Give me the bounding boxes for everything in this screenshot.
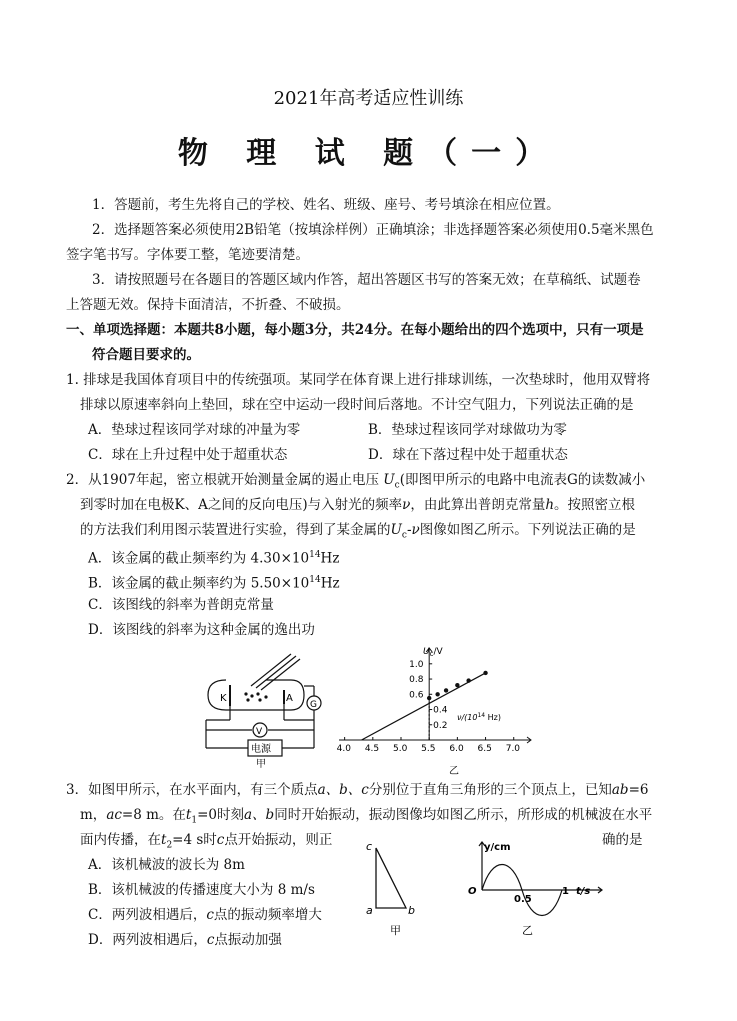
label-v: V [256, 727, 263, 737]
q2-option-a: A．该金属的截止频率约为 $4.30\times 10^{14}Hz$ [88, 550, 340, 567]
caption-jia-2: 甲 [390, 924, 401, 937]
q3-stem-3: 面内传播，在$t_2=4$ s时c点开始振动，则正 [80, 832, 333, 851]
chart-point-4 [466, 678, 470, 682]
q1-option-a: A．垫球过程该同学对球的冲量为零 [88, 422, 301, 438]
y-tick-label-0: 0.2 [433, 720, 448, 731]
exam-subject-title: 物 理 试 题（一） [177, 136, 560, 171]
vertex-a: a [366, 904, 373, 917]
y-tick-label-3: 0.8 [409, 675, 424, 686]
x-tick-label-3: 5.5 [421, 744, 436, 754]
q3-stem-2: m，ac=8 m。在$t_1=0$时刻a、b同时开始振动，振动图像均如图乙所示，所形成的机械波在水平 [80, 807, 653, 826]
chart-point-1 [435, 692, 439, 696]
q3-option-b: B．该机械波的传播速度大小为 8 m/s [88, 882, 315, 898]
uc-frequency-chart [325, 644, 535, 776]
q1-option-d: D．球在下落过程中处于超重状态 [368, 447, 568, 463]
caption-yi-2: 乙 [522, 924, 533, 937]
label-g: G [310, 700, 317, 710]
x-tick-label-2: 5.0 [393, 744, 408, 754]
vibration-graph-yi [462, 838, 612, 938]
electrons-icon [244, 692, 267, 701]
triangle-diagram-jia [362, 838, 434, 938]
x-tick-label-6: 7.0 [505, 744, 521, 754]
chart-fit-line [362, 673, 486, 740]
chart-point-2 [444, 688, 448, 692]
section-heading-cont: 符合题目要求的。 [92, 347, 200, 363]
graph-tick-one: 1 [562, 886, 569, 897]
x-tick-label-1: 4.5 [364, 744, 380, 754]
caption-jia: 甲 [256, 759, 266, 768]
label-a: A [286, 693, 293, 704]
x-tick-label-4: 6.0 [449, 744, 464, 754]
q3-stem-3-end: 确的是 [602, 832, 643, 848]
y-tick-label-2: 0.6 [409, 690, 424, 701]
q3-option-d: D．两列波相遇后，c点振动加强 [88, 932, 282, 948]
q2-option-c: C．该图线的斜率为普朗克常量 [88, 597, 274, 613]
q3-option-a: A．该机械波的波长为 8m [88, 857, 245, 873]
note-3b: 上答题无效。保持卡面清洁，不折叠、不破损。 [66, 297, 350, 313]
q1-stem-1: 1. 排球是我国体育项目中的传统强项。某同学在体育课上进行排球训练，一次垫球时，他用双臂将 [66, 372, 651, 388]
q2-option-b: B．该金属的截止频率约为 $5.50\times 10^{14}Hz$ [88, 575, 340, 592]
vertex-c: c [366, 840, 373, 853]
chart-point-0 [427, 696, 431, 700]
chart-point-5 [483, 671, 487, 675]
note-2a: 2．选择题答案必须使用2B铅笔（按填涂样例）正确填涂；非选择题答案必须使用0.5毫米黑色 [92, 222, 654, 238]
x-tick-label-5: 6.5 [477, 744, 492, 754]
chart-ylabel: $U_c/V$ [423, 647, 443, 658]
y-tick-label-1: 0.4 [433, 705, 448, 716]
chart-point-3 [455, 683, 459, 687]
note-1: 1．答题前，考生先将自己的学校、姓名、班级、座号、考号填涂在相应位置。 [92, 197, 560, 213]
q3-option-c: C．两列波相遇后，c点的振动频率增大 [88, 907, 322, 923]
q2-stem-1: 2．从1907年起，密立根就开始测量金属的遏止电压 $U_c$(即图甲所示的电路中电流表G的读数减小 [66, 472, 646, 491]
exam-header-title: 2021年高考适应性训练 [273, 88, 464, 109]
graph-tlabel: t/s [576, 886, 591, 897]
q1-stem-2: 排球以原速率斜向上垫回，球在空中运动一段时间后落地。不计空气阻力，下列说法正确的是 [80, 397, 634, 413]
note-2b: 签字笔书写。字体要工整，笔迹要清楚。 [66, 247, 309, 263]
label-k: K [220, 693, 227, 704]
q2-option-d: D．该图线的斜率为这种金属的逸出功 [88, 622, 315, 638]
graph-origin: O [468, 886, 477, 897]
circuit-diagram-jia [196, 650, 332, 768]
q3-stem-1: 3．如图甲所示，在水平面内，有三个质点a、b、c分别位于直角三角形的三个顶点上，已知ab=6 [66, 782, 649, 798]
graph-tick-half: 0.5 [514, 894, 532, 905]
q2-stem-2: 到零时加在电极K、A之间的反向电压)与入射光的频率ν，由此算出普朗克常量h。按照密立根 [80, 497, 636, 513]
section-heading: 一、单项选择题：本题共8小题，每小题3分，共24分。在每小题给出的四个选项中，只有一项是 [66, 322, 644, 338]
q1-option-c: C．球在上升过程中处于超重状态 [88, 447, 288, 463]
label-power: 电源 [251, 744, 271, 755]
graph-ylabel: y/cm [484, 842, 511, 853]
caption-yi: 乙 [449, 766, 459, 776]
note-3a: 3．请按照题号在各题目的答题区域内作答，超出答题区书写的答案无效；在草稿纸、试题卷 [92, 272, 641, 288]
q2-stem-3: 的方法我们利用图示装置进行实验，得到了某金属的$U_c-\nu$图像如图乙所示。下列说法正确的是 [80, 522, 636, 541]
y-tick-label-4: 1.0 [409, 659, 424, 670]
chart-xlabel: $\nu/(10^{14}$ Hz) [457, 712, 501, 722]
x-tick-label-0: 4.0 [336, 744, 351, 754]
q1-option-b: B．垫球过程该同学对球做功为零 [368, 422, 567, 438]
vertex-b: b [408, 904, 415, 917]
